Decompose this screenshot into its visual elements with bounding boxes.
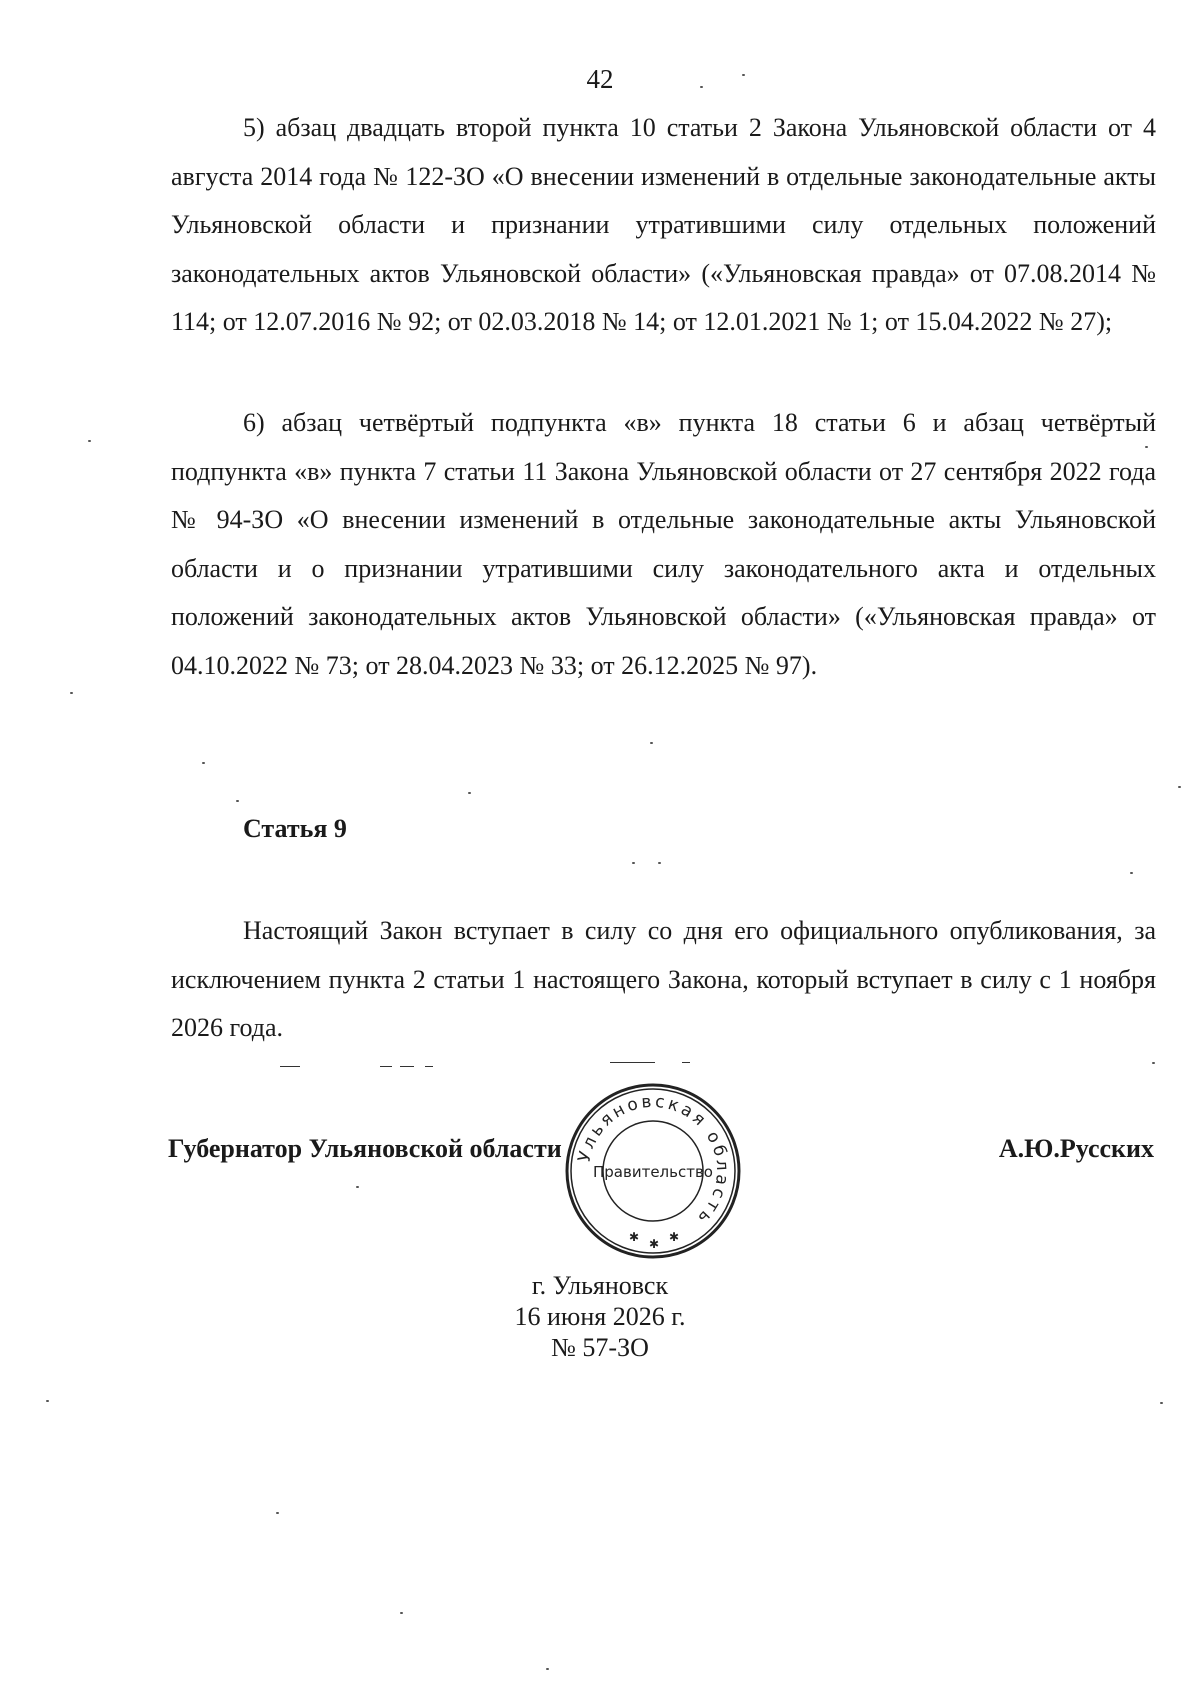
- footer-number: № 57-ЗО: [551, 1333, 649, 1362]
- document-footer: [0, 1270, 1200, 1363]
- scan-speck: [700, 86, 703, 88]
- scan-speck: [546, 1668, 549, 1670]
- scan-speck: [1152, 1062, 1155, 1064]
- scan-rule: [280, 1066, 300, 1067]
- scan-speck: [468, 792, 471, 794]
- scan-speck: [70, 692, 73, 694]
- scan-speck: [202, 762, 205, 764]
- scan-speck: [658, 862, 661, 864]
- scan-speck: [236, 800, 239, 802]
- seal-star-icon: ✱: [649, 1237, 660, 1251]
- signatory-position: Губернатор Ульяновской области: [168, 1134, 562, 1163]
- footer-city: г. Ульяновск: [531, 1271, 669, 1300]
- footer-date: 16 июня 2026 г.: [514, 1302, 686, 1331]
- scan-speck: [276, 1512, 279, 1514]
- scan-speck: [88, 440, 91, 442]
- scan-speck: [650, 742, 653, 744]
- seal-center-text: Правительство: [593, 1163, 713, 1181]
- signatory-name: А.Ю.Русских: [998, 1134, 1154, 1163]
- scan-speck: [632, 862, 635, 864]
- seal-star-icon: ✱: [669, 1230, 680, 1244]
- paragraph-item-5: 5) абзац двадцать второй пункта 10 статьи 2 Закона Ульяновской области от 4 августа 2014 года № 122-ЗО «О внесении изменений в отдельные законодательные акты Ульяновской области и признании утратившими силу отдельных положений законодательных актов Ульяновской области» («Ульяновская правда» от 07.08.2014 № 114; от 12.07.2016 № 92; от 02.03.2018 № 14; от 12.01.2021 № 1; от 15.04.2022 № 27);: [171, 113, 1156, 336]
- scan-speck: [1145, 446, 1148, 448]
- article-title: Статья 9: [243, 814, 347, 843]
- seal-star-icon: ✱: [629, 1230, 640, 1244]
- scan-speck: [356, 1186, 359, 1188]
- scan-speck: [1178, 786, 1181, 788]
- scan-rule: [425, 1066, 433, 1067]
- paragraph-item-6: 6) абзац четвёртый подпункта «в» пункта 18 статьи 6 и абзац четвёртый подпункта «в» пункта 7 статьи 11 Закона Ульяновской области от 27 сентября 2022 года № 94-ЗО «О внесении изменений в отдельные законодательные акты Ульяновской области и о признании утратившими силу законодательного акта и отдельных положений законодательных актов Ульяновской области» («Ульяновская правда» от 04.10.2022 № 73; от 28.04.2023 № 33; от 26.12.2025 № 97).: [171, 408, 1156, 680]
- scan-speck: [400, 1612, 403, 1614]
- scan-speck: [742, 74, 745, 76]
- official-seal: [563, 1081, 743, 1261]
- scan-speck: [1160, 1402, 1163, 1404]
- scan-rule: [400, 1066, 414, 1067]
- scan-speck: [46, 1400, 49, 1402]
- svg-text:Ульяновская область: [575, 1092, 733, 1230]
- article-text: Настоящий Закон вступает в силу со дня его официального опубликования, за исключением пункта 2 статьи 1 настоящего Закона, который вступает в силу с 1 ноября 2026 года.: [171, 916, 1156, 1042]
- scan-rule: [682, 1062, 690, 1063]
- scan-rule: [610, 1062, 655, 1063]
- scan-rule: [380, 1066, 392, 1067]
- seal-ring-text: Ульяновская область: [574, 1091, 733, 1230]
- scan-speck: [1130, 872, 1133, 874]
- page-number: 42: [586, 64, 614, 94]
